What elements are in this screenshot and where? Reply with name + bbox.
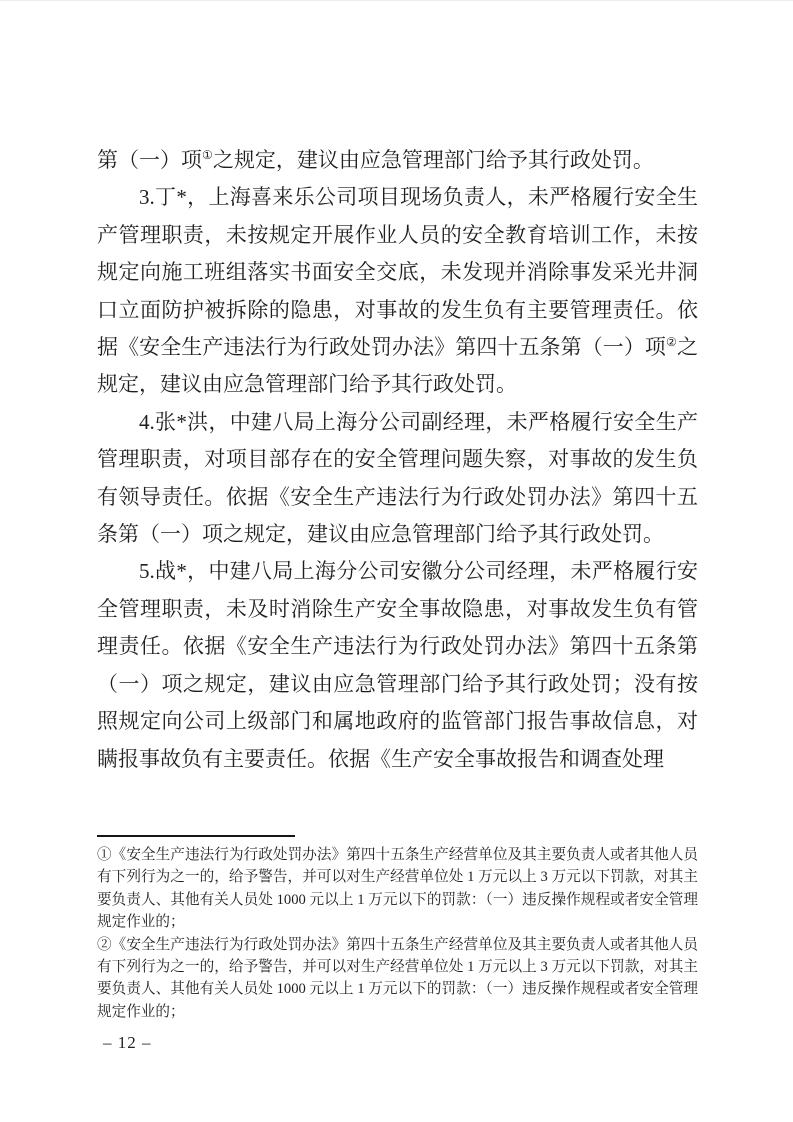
paragraph-item-3	[97, 179, 698, 403]
paragraph-text: 之规定，建议由应急管理部门给予其行政处罚。	[212, 148, 654, 172]
paragraph-text: 4.张*洪，中建八局上海分公司副经理，未严格履行安全生产管理职责，对项目部存在的安全管理问题失察，对事故的发生负有领导责任。依据《安全生产违法行为行政处罚办法》第四十五条第（一）项之规定，建议由应急管理部门给予其行政处罚。	[97, 409, 698, 547]
footnote-separator-rule	[97, 835, 295, 837]
paragraph-text: 之规定，建议由应急管理部门给予其行政处罚。	[97, 335, 699, 397]
footnote-text: 《安全生产违法行为行政处罚办法》第四十五条生产经营单位及其主要负责人或者其他人员有下列行为之一的，给予警告，并可以对生产经营单位处 1 万元以上 3 万元以下罚款，对其主要负责人、其他有关人员处 1000 元以上 1 万元以下的罚款：（一）违反操作规程或者安全管理规定作业的；	[97, 847, 698, 931]
footnote-marker: ②	[97, 936, 112, 953]
footnote-ref-2: ②	[666, 335, 678, 350]
paragraph-text: 第（一）项	[97, 148, 202, 172]
page-number: – 12 –	[103, 1033, 152, 1052]
footnote-text: 《安全生产违法行为行政处罚办法》第四十五条生产经营单位及其主要负责人或者其他人员有下列行为之一的，给予警告，并可以对生产经营单位处 1 万元以上 3 万元以下罚款，对其主要负责人、其他有关人员处 1000 元以上 1 万元以下的罚款：（一）违反操作规程或者安全管理规定作业的；	[97, 936, 698, 1020]
paragraph-text: 5.战*，中建八局上海分公司安徽分公司经理，未严格履行安全管理职责，未及时消除生产安全事故隐患，对事故发生负有管理责任。依据《安全生产违法行为行政处罚办法》第四十五条第（一）项之规定，建议由应急管理部门给予其行政处罚；没有按照规定向公司上级部门和属地政府的监管部门报告事故信息，对瞒报事故负有主要责任。依据《生产安全事故报告和调查处理	[97, 559, 698, 771]
footnote-marker: ①	[97, 847, 112, 863]
footnotes-section	[97, 835, 698, 1023]
paragraph-item-5	[97, 553, 698, 777]
paragraph-continuation	[97, 142, 698, 179]
paragraph-text: 3.丁*，上海喜来乐公司项目现场负责人，未严格履行安全生产管理职责，未按规定开展作业人员的安全教育培训工作，未按规定向施工班组落实书面安全交底，未发现并消除事发采光井洞口立面防护被拆除的隐患，对事故的发生负有主要管理责任。依据《安全生产违法行为行政处罚办法》第四十五条第（一）项	[97, 185, 698, 360]
footnote-ref-1: ①	[202, 148, 213, 162]
footnote-1	[97, 844, 698, 934]
paragraph-item-4	[97, 404, 698, 554]
footnote-2	[97, 934, 698, 1024]
body-text	[97, 142, 698, 778]
